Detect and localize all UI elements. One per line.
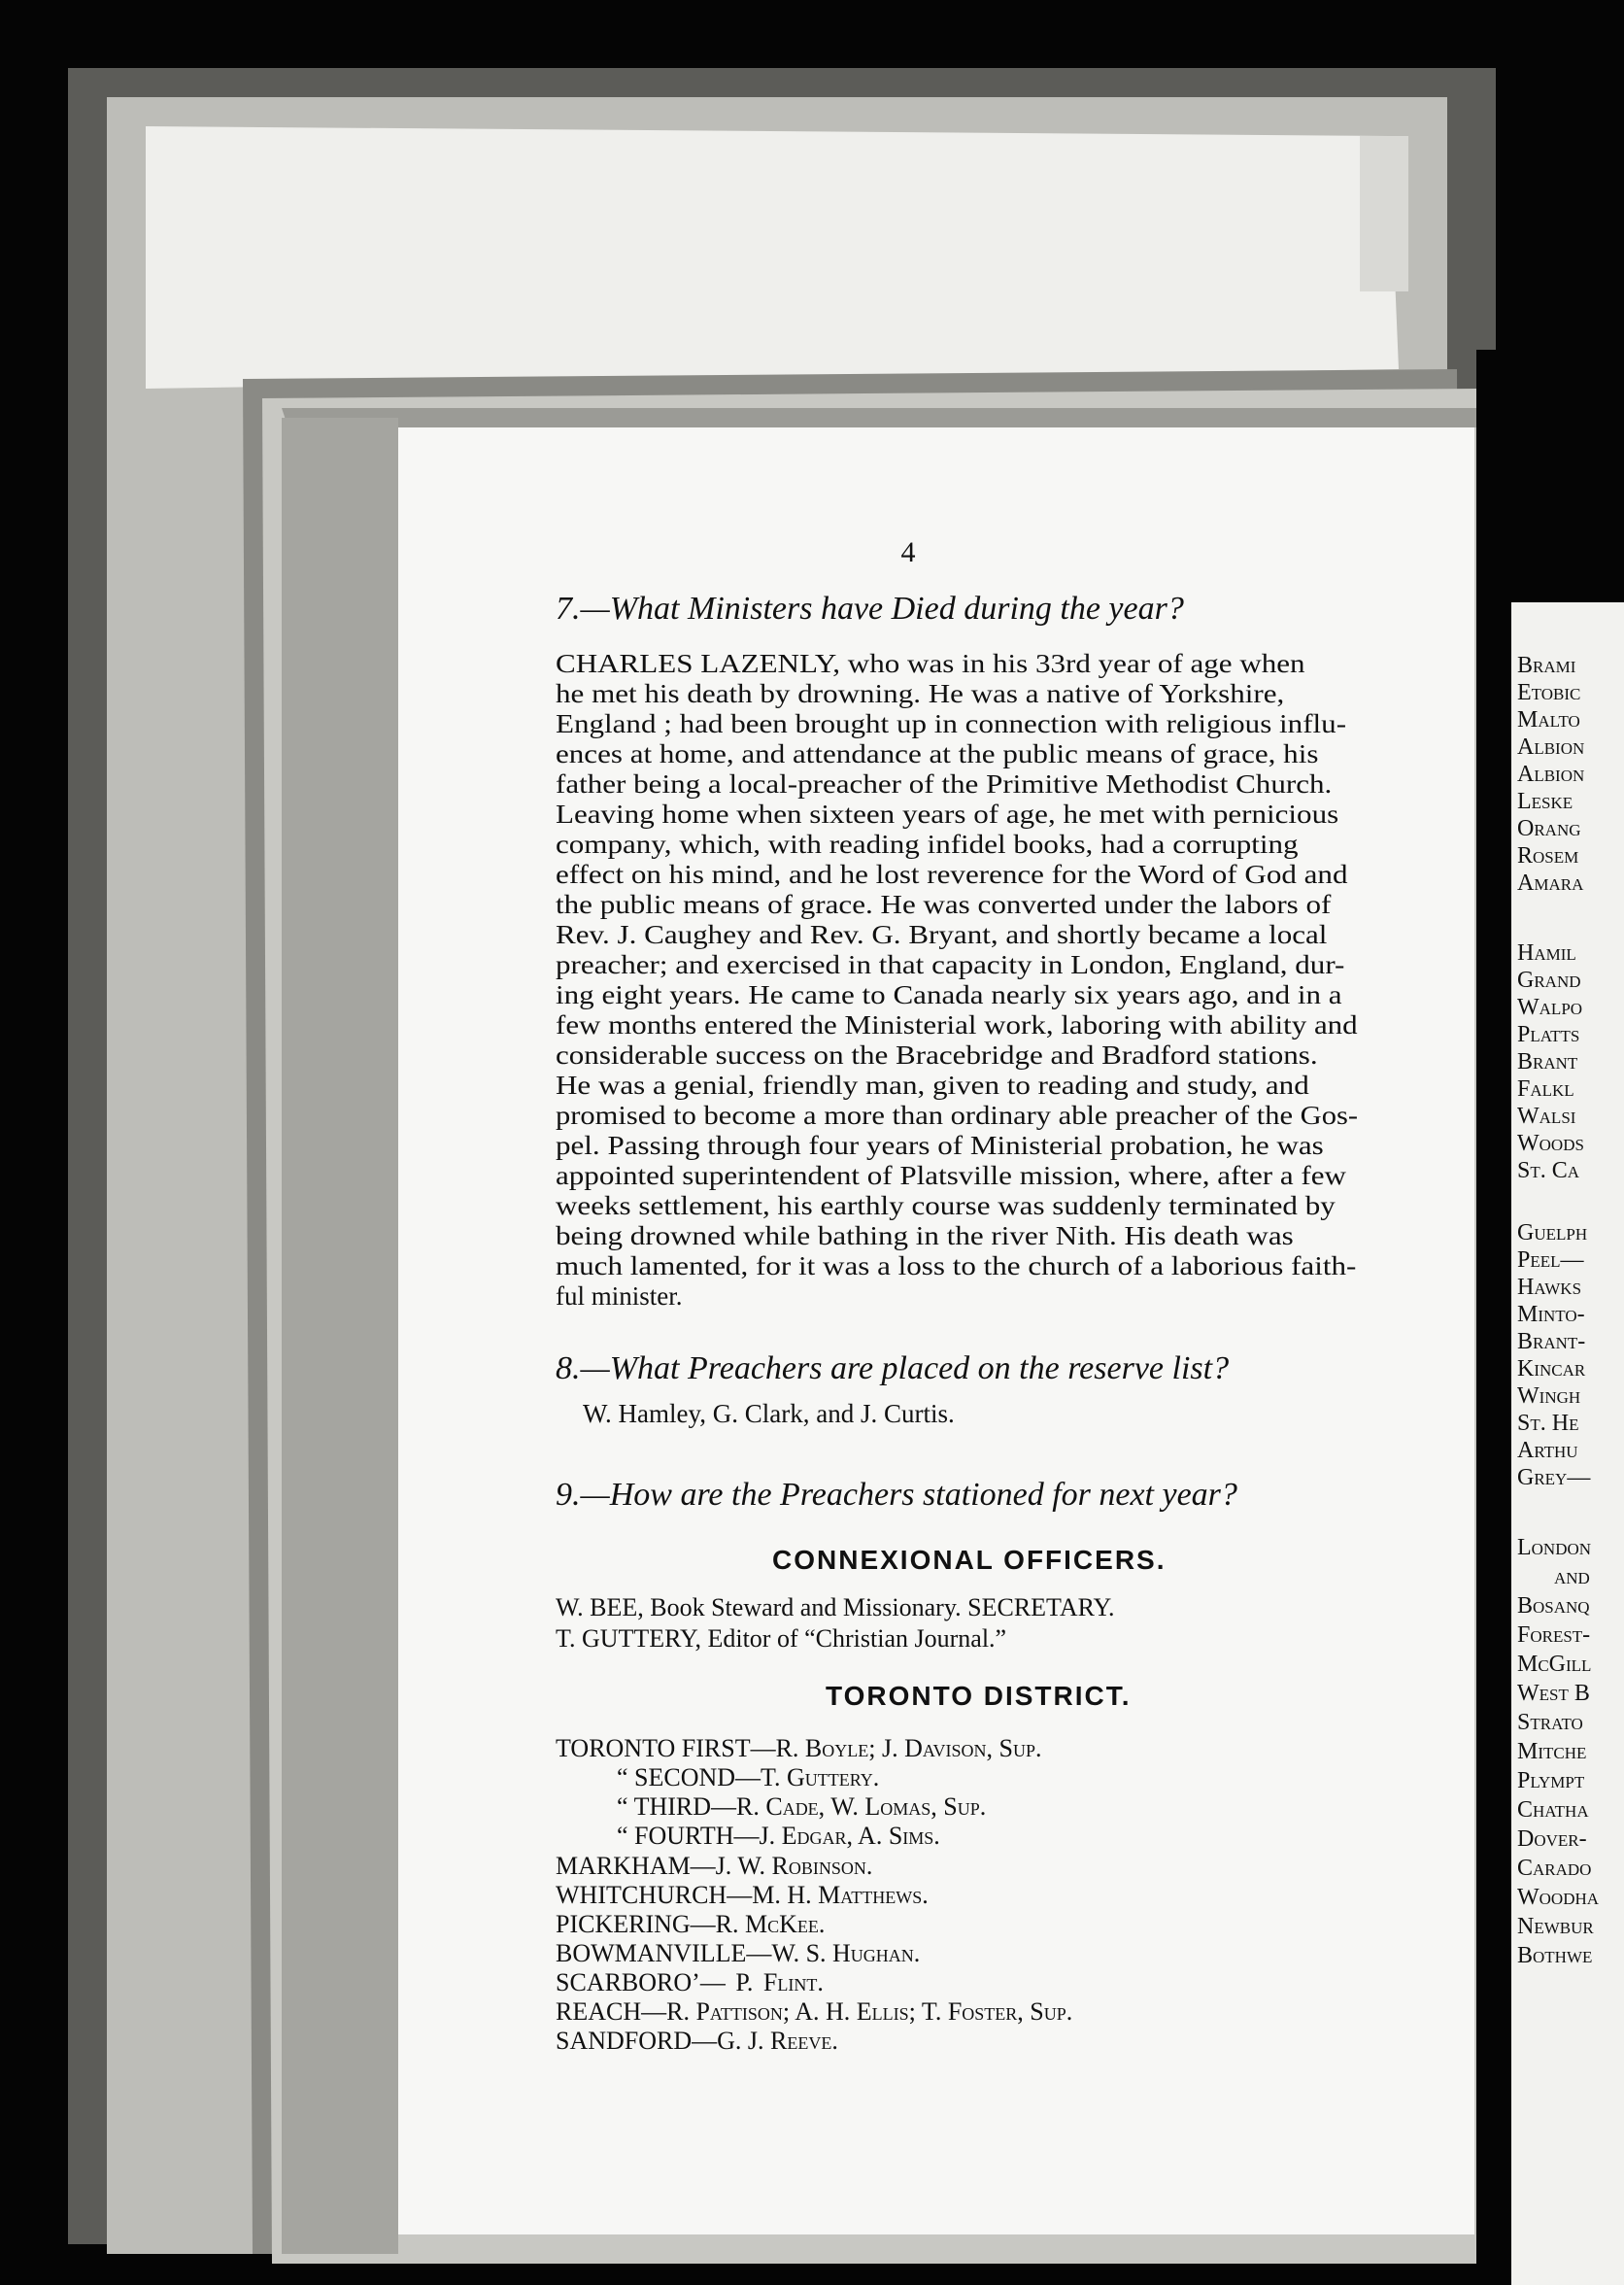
station-line: REACH—R. Pattison; A. H. Ellis; T. Foster, Sup.	[556, 1997, 1073, 2026]
facing-page-entry: Dover-	[1517, 1826, 1587, 1852]
connexional-officers-heading: CONNEXIONAL OFFICERS.	[772, 1545, 1167, 1575]
facing-page-entry: Mitche	[1517, 1739, 1587, 1764]
obituary-line: ences at home, and attendance at the public means of grace, his	[556, 739, 1319, 768]
facing-page-entry: Newbur	[1517, 1914, 1594, 1939]
station-line: PICKERING—R. McKee.	[556, 1910, 826, 1938]
facing-page-entry: Woods	[1517, 1131, 1584, 1156]
facing-page-entry: Woodha	[1517, 1885, 1600, 1910]
facing-page-entry: Malto	[1517, 707, 1580, 733]
obituary-line: promised to become a more than ordinary able preacher of the Gos-	[556, 1101, 1358, 1130]
station-line: BOWMANVILLE—W. S. Hughan.	[556, 1939, 921, 1967]
obituary-line: ing eight years. He came to Canada nearly six years ago, and in a	[556, 980, 1342, 1009]
obituary-line: effect on his mind, and he lost reverence for the Word of God and	[556, 860, 1348, 889]
station-line: TORONTO FIRST—R. Boyle; J. Davison, Sup.	[556, 1734, 1042, 1762]
obituary-line: few months entered the Ministerial work, laboring with ability and	[556, 1010, 1358, 1040]
obituary-line: Leaving home when sixteen years of age, he met with pernicious	[556, 800, 1339, 829]
facing-page-entry: Brami	[1517, 653, 1576, 678]
obituary-line: England ; had been brought up in connection with religious influ-	[556, 709, 1347, 738]
facing-page-entry: London	[1517, 1535, 1592, 1560]
question-8-heading: 8.—What Preachers are placed on the reserve list?	[556, 1350, 1230, 1386]
obituary-line: he met his death by drowning. He was a native of Yorkshire,	[556, 679, 1285, 708]
facing-page-entry: Amara	[1517, 870, 1584, 896]
facing-page-entry: Kincar	[1517, 1356, 1586, 1381]
facing-page-entry: Grand	[1517, 968, 1581, 993]
station-line: SCARBORO’— P. Flint.	[556, 1968, 824, 1996]
obituary-line: appointed superintendent of Platsville mission, where, after a few	[556, 1161, 1346, 1190]
facing-page-entry: Falkl	[1517, 1076, 1574, 1102]
book-page	[398, 427, 1474, 2234]
officer-line: T. GUTTERY, Editor of “Christian Journal.”	[556, 1624, 1007, 1653]
question-7-heading: 7.—What Ministers have Died during the year?	[556, 591, 1184, 627]
facing-page-entry: St. Ca	[1517, 1158, 1580, 1183]
obituary-line: considerable success on the Bracebridge and Bradford stations.	[556, 1040, 1318, 1070]
obituary-line: the public means of grace. He was converted under the labors of	[556, 890, 1332, 919]
obituary-line: being drowned while bathing in the river Nith. His death was	[556, 1221, 1294, 1250]
facing-page-entry: Brant	[1517, 1049, 1578, 1074]
obituary-line: He was a genial, friendly man, given to reading and study, and	[556, 1071, 1309, 1100]
facing-page-entry: West B	[1517, 1681, 1590, 1706]
station-line: WHITCHURCH—M. H. Matthews.	[556, 1881, 929, 1909]
station-line: “ THIRD—R. Cade, W. Lomas, Sup.	[617, 1792, 987, 1821]
facing-page-entry: Rosem	[1517, 843, 1579, 869]
facing-page-entry: Plympt	[1517, 1768, 1585, 1793]
facing-page-entry: Bothwe	[1517, 1943, 1593, 1968]
facing-page-entry: Albion	[1517, 762, 1585, 787]
facing-page-entry: Etobic	[1517, 680, 1581, 705]
facing-page-entry: McGill	[1517, 1652, 1592, 1677]
officer-line: W. BEE, Book Steward and Missionary. SECRETARY.	[556, 1593, 1115, 1621]
facing-page-entry: Bosanq	[1517, 1593, 1590, 1619]
facing-page-edge	[1511, 602, 1624, 2285]
facing-page-entry: Peel—	[1517, 1247, 1584, 1273]
obituary-line: company, which, with reading infidel books, had a corrupting	[556, 830, 1299, 859]
obituary-line: preacher; and exercised in that capacity in London, England, dur-	[556, 950, 1345, 979]
facing-page-entry: Walsi	[1517, 1104, 1576, 1129]
facing-page-entry: Hawks	[1517, 1275, 1582, 1300]
facing-page-entry: Arthu	[1517, 1438, 1578, 1463]
reserve-list: W. Hamley, G. Clark, and J. Curtis.	[583, 1399, 955, 1428]
facing-page-entry: St. He	[1517, 1411, 1579, 1436]
facing-page-entry: Chatha	[1517, 1797, 1589, 1823]
facing-page-entry: Forest-	[1517, 1622, 1591, 1648]
question-9-heading: 9.—How are the Preachers stationed for next year?	[556, 1477, 1237, 1513]
facing-page-entry: Guelph	[1517, 1220, 1588, 1245]
obituary-line: CHARLES LAZENLY, who was in his 33rd year of age when	[556, 649, 1305, 678]
facing-page-entry: and	[1554, 1564, 1590, 1589]
facing-page-entry: Minto-	[1517, 1302, 1585, 1327]
station-line: “ SECOND—T. Guttery.	[617, 1763, 880, 1791]
obituary-line: pel. Passing through four years of Ministerial probation, he was	[556, 1131, 1324, 1160]
facing-page-entry: Walpo	[1517, 995, 1583, 1020]
obituary-line: much lamented, for it was a loss to the church of a laborious faith-	[556, 1251, 1357, 1280]
facing-page-entry: Platts	[1517, 1022, 1580, 1047]
station-line: MARKHAM—J. W. Robinson.	[556, 1852, 873, 1880]
facing-page-entry: Grey—	[1517, 1465, 1591, 1490]
obituary-line: weeks settlement, his earthly course was suddenly terminated by	[556, 1191, 1336, 1220]
facing-page-entry: Brant-	[1517, 1329, 1586, 1354]
station-line: SANDFORD—G. J. Reeve.	[556, 2027, 838, 2055]
facing-page-entry: Carado	[1517, 1856, 1592, 1881]
facing-page-entry: Hamil	[1517, 940, 1576, 966]
toronto-district-heading: TORONTO DISTRICT.	[826, 1681, 1132, 1711]
obituary-line: father being a local-preacher of the Primitive Methodist Church.	[556, 769, 1333, 799]
facing-page-entry: Orang	[1517, 816, 1581, 841]
obituary-line: Rev. J. Caughey and Rev. G. Bryant, and shortly became a local	[556, 920, 1328, 949]
facing-page-entry: Strato	[1517, 1710, 1583, 1735]
page-number: 4	[900, 536, 916, 568]
facing-page-entry: Leske	[1517, 789, 1573, 814]
facing-page-entry: Wingh	[1517, 1383, 1581, 1409]
obituary-line: ful minister.	[556, 1281, 683, 1311]
station-line: “ FOURTH—J. Edgar, A. Sims.	[617, 1822, 940, 1850]
facing-page-entry: Albion	[1517, 734, 1585, 760]
